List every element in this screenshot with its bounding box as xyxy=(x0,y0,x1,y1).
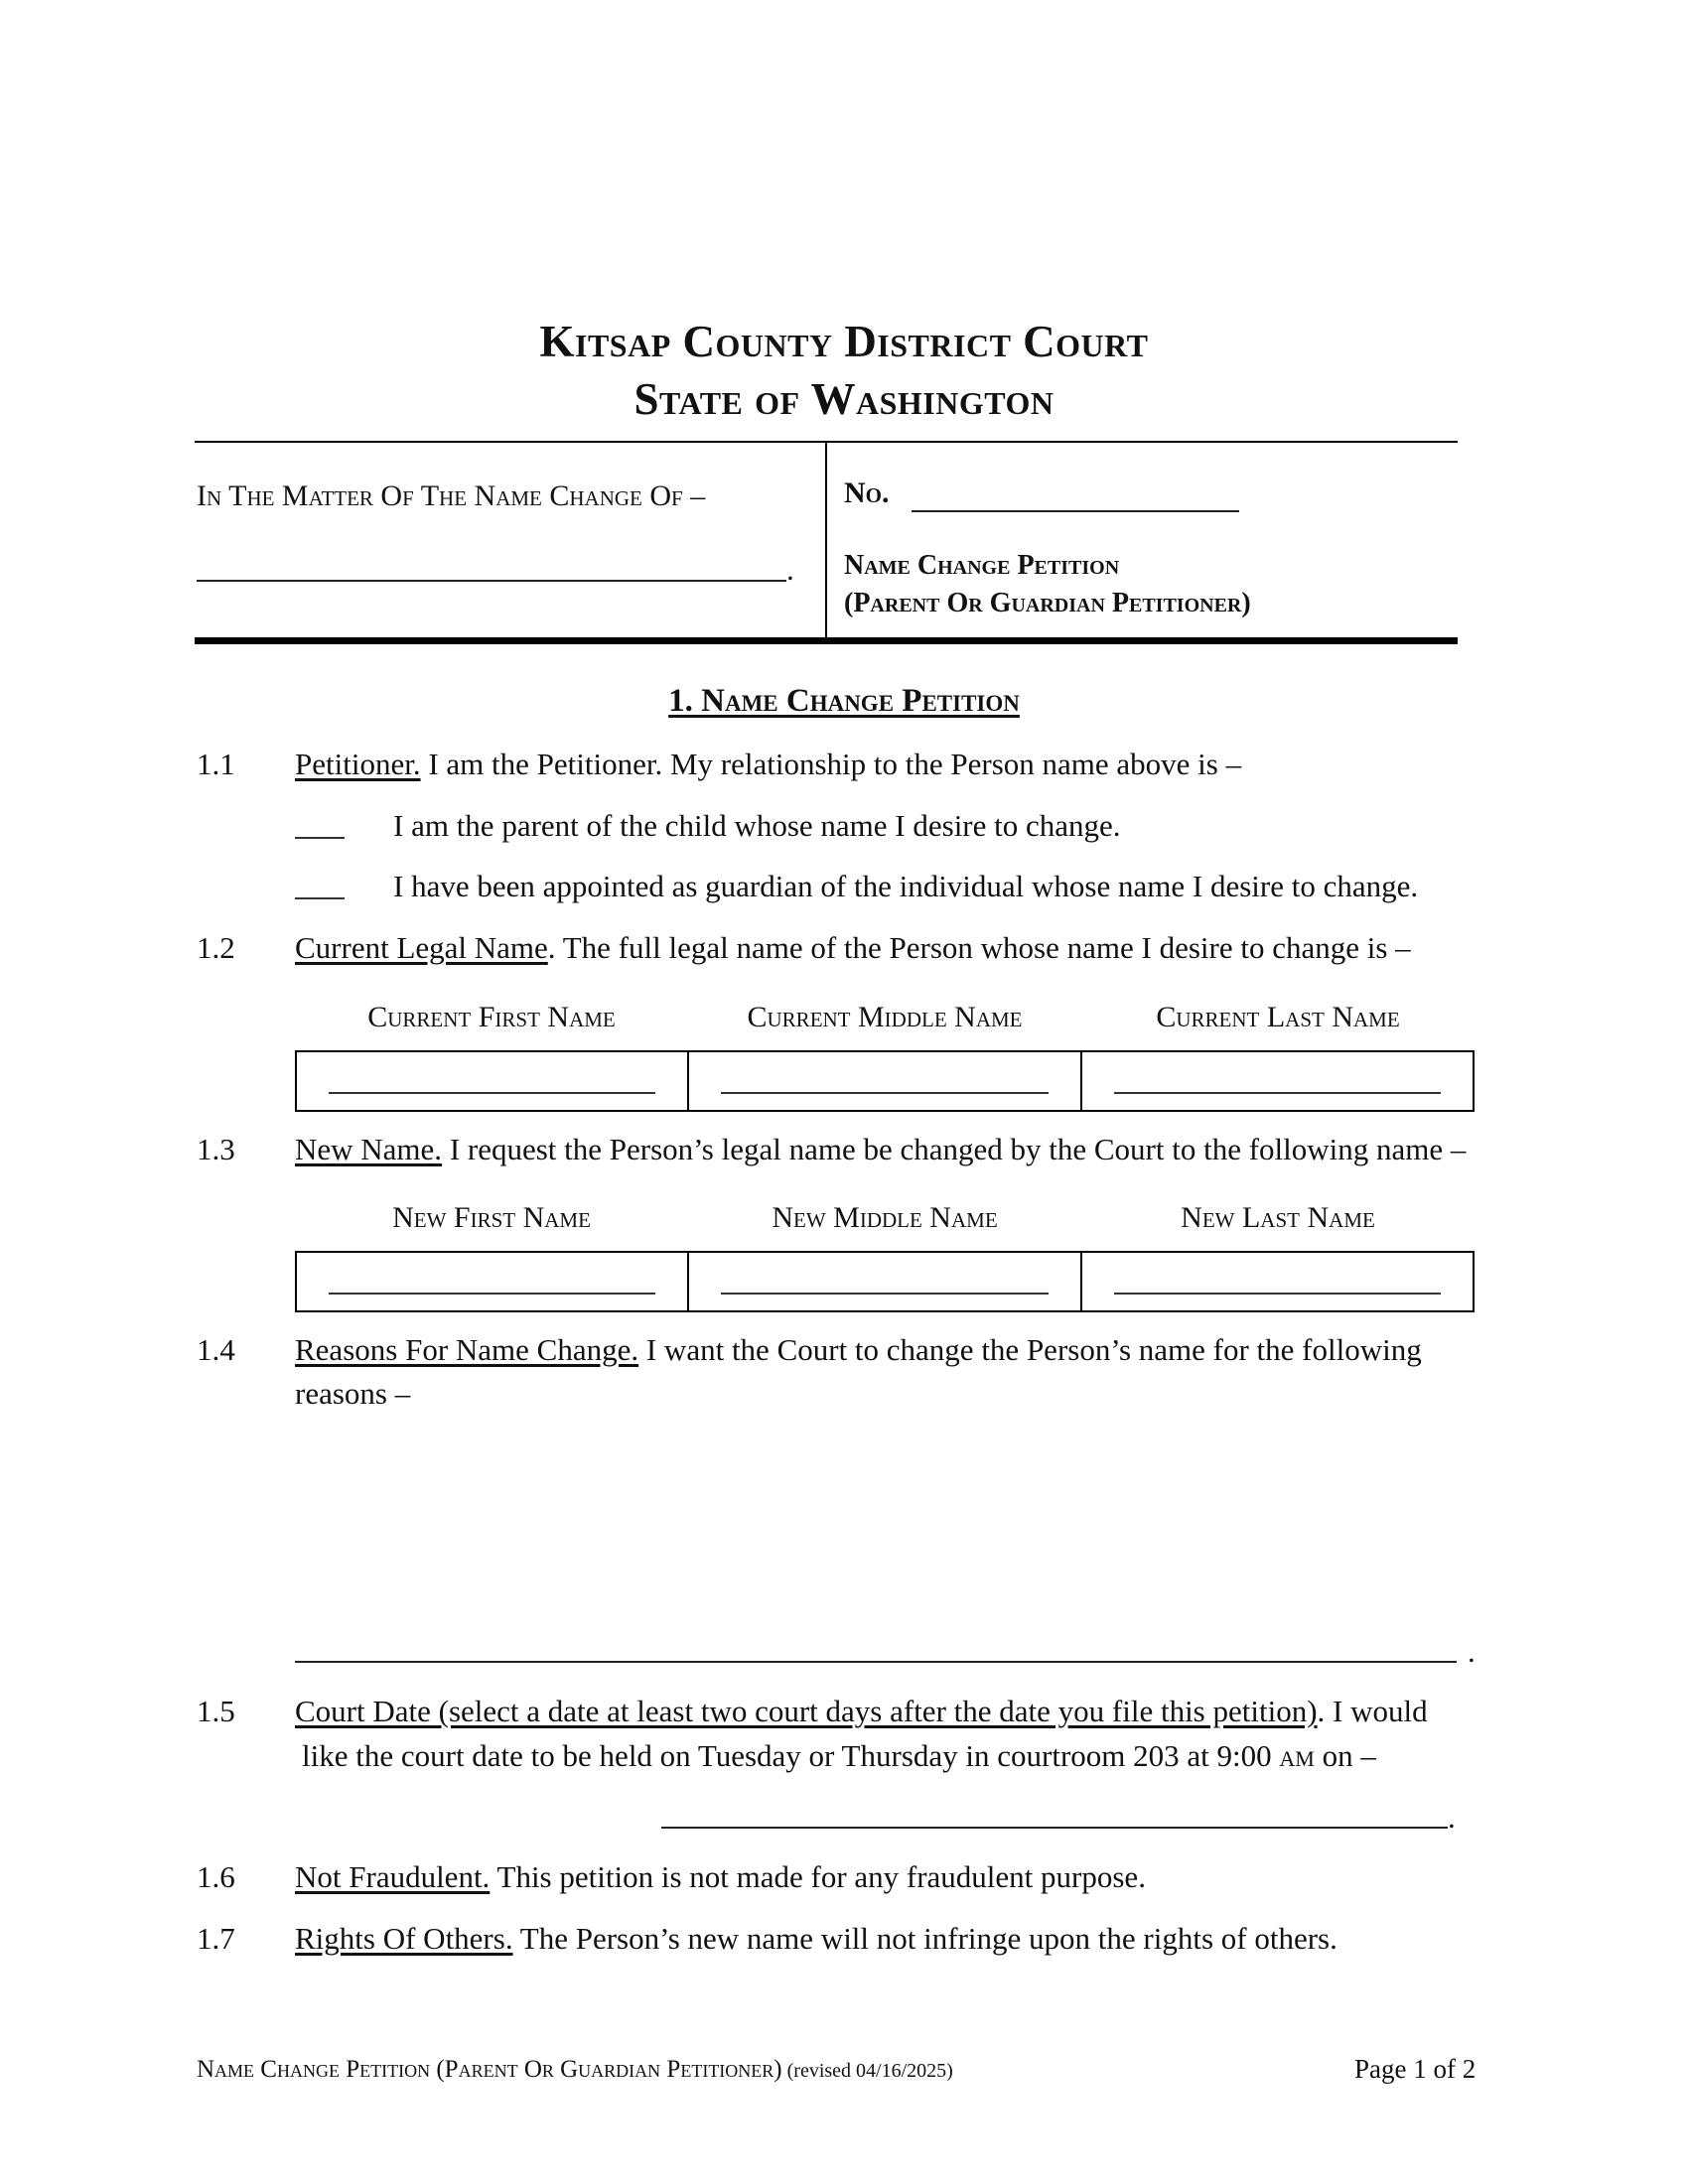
item-1-5-am: am xyxy=(1279,1738,1315,1773)
current-first-name-cell xyxy=(297,1052,689,1110)
item-1-1 xyxy=(295,747,1241,782)
item-1-6 xyxy=(295,1859,1146,1895)
item-1-4-text: I want the Court to change the Person’s name for the following xyxy=(638,1332,1422,1367)
new-middle-name-cell xyxy=(689,1253,1081,1310)
current-last-name-field[interactable] xyxy=(1114,1092,1441,1094)
section-heading-wrap xyxy=(0,683,1688,720)
new-last-name-cell xyxy=(1082,1253,1473,1310)
doc-title-line1: Name Change Petition xyxy=(844,550,1120,581)
item-1-5-label: Court Date (select a date at least two court days after the date you file this petition) xyxy=(295,1694,1318,1728)
item-1-4 xyxy=(295,1332,1422,1368)
current-last-name-cell xyxy=(1082,1052,1473,1110)
current-middle-name-field[interactable] xyxy=(721,1092,1048,1094)
case-number-field[interactable] xyxy=(912,510,1239,512)
item-1-5-text2b: on – xyxy=(1314,1738,1376,1773)
footer-form-title-wrap xyxy=(197,2056,953,2084)
footer-page-number: Page 1 of 2 xyxy=(1354,2054,1477,2084)
footer-revised: (revised 04/16/2025) xyxy=(781,2060,953,2082)
current-first-name-field[interactable] xyxy=(329,1092,655,1094)
new-middle-name-header: New Middle Name xyxy=(772,1201,998,1234)
item-1-3-text: I request the Person’s legal name be changed by the Court to the following name – xyxy=(442,1132,1467,1166)
item-1-1-label: Petitioner. xyxy=(295,747,421,781)
item-1-5-text2a: like the court date to be held on Tuesday or Thursday in courtroom 203 at 9:00 xyxy=(302,1738,1280,1773)
new-first-name-cell xyxy=(297,1253,689,1310)
section-heading: 1. Name Change Petition xyxy=(668,683,1020,719)
doc-title-line2: (Parent Or Guardian Petitioner) xyxy=(844,588,1251,618)
item-1-3-number: 1.3 xyxy=(197,1132,235,1166)
current-last-name-header: Current Last Name xyxy=(1156,1001,1400,1033)
current-name-row xyxy=(295,1050,1475,1112)
item-1-6-label: Not Fraudulent. xyxy=(295,1859,491,1894)
new-first-name-field[interactable] xyxy=(329,1293,655,1295)
caption-divider xyxy=(825,441,827,639)
item-1-4-text2: reasons – xyxy=(295,1376,411,1411)
court-date-end-period: . xyxy=(1448,1800,1456,1835)
item-1-4-label: Reasons For Name Change. xyxy=(295,1332,639,1367)
matter-label: In The Matter Of The Name Change Of – xyxy=(197,479,706,512)
item-1-4-number: 1.4 xyxy=(197,1332,235,1367)
item-1-3 xyxy=(295,1132,1466,1167)
item-1-7-label: Rights Of Others. xyxy=(295,1921,513,1956)
option-guardian-text: I have been appointed as guardian of the individual whose name I desire to change. xyxy=(393,869,1419,903)
option-parent-text: I am the parent of the child whose name I desire to change. xyxy=(393,808,1121,843)
current-middle-name-cell xyxy=(689,1052,1081,1110)
parent-checkbox[interactable] xyxy=(295,837,345,839)
new-middle-name-field[interactable] xyxy=(721,1293,1048,1295)
item-1-7-text: The Person’s new name will not infringe upon the rights of others. xyxy=(512,1921,1337,1956)
item-1-5-line2 xyxy=(302,1738,1376,1774)
reasons-end-period: . xyxy=(1468,1634,1476,1669)
item-1-3-label: New Name. xyxy=(295,1132,443,1166)
new-last-name-field[interactable] xyxy=(1114,1293,1441,1295)
footer-form-title: Name Change Petition (Parent Or Guardian Petitioner) xyxy=(197,2056,782,2083)
case-number-label: No. xyxy=(844,477,890,509)
new-first-name-header: New First Name xyxy=(392,1201,591,1234)
item-1-1-text: I am the Petitioner. My relationship to the Person name above is – xyxy=(420,747,1242,781)
item-1-2-text: . The full legal name of the Person whose name I desire to change is – xyxy=(547,930,1411,965)
reasons-field[interactable] xyxy=(295,1661,1457,1663)
matter-name-field[interactable] xyxy=(197,580,786,582)
item-1-5-text: . I would xyxy=(1317,1694,1428,1728)
item-1-6-text: This petition is not made for any fraudulent purpose. xyxy=(490,1859,1146,1894)
caption-bottom-rule xyxy=(195,637,1458,644)
current-middle-name-header: Current Middle Name xyxy=(747,1001,1023,1033)
court-title: Kitsap County District Court xyxy=(539,317,1149,366)
guardian-checkbox[interactable] xyxy=(295,897,345,899)
new-name-row xyxy=(295,1251,1475,1312)
item-1-5 xyxy=(295,1694,1428,1729)
current-first-name-header: Current First Name xyxy=(367,1001,616,1033)
item-1-5-number: 1.5 xyxy=(197,1694,235,1728)
state-title: State of Washington xyxy=(633,374,1055,424)
new-last-name-header: New Last Name xyxy=(1181,1201,1375,1234)
item-1-1-number: 1.1 xyxy=(197,747,235,781)
item-1-6-number: 1.6 xyxy=(197,1859,235,1894)
item-1-7 xyxy=(295,1921,1337,1957)
matter-end-period: . xyxy=(786,552,794,587)
item-1-7-number: 1.7 xyxy=(197,1921,235,1956)
item-1-2 xyxy=(295,930,1411,966)
item-1-2-label: Current Legal Name xyxy=(295,930,548,965)
court-date-field[interactable] xyxy=(661,1827,1448,1829)
item-1-2-number: 1.2 xyxy=(197,930,235,965)
